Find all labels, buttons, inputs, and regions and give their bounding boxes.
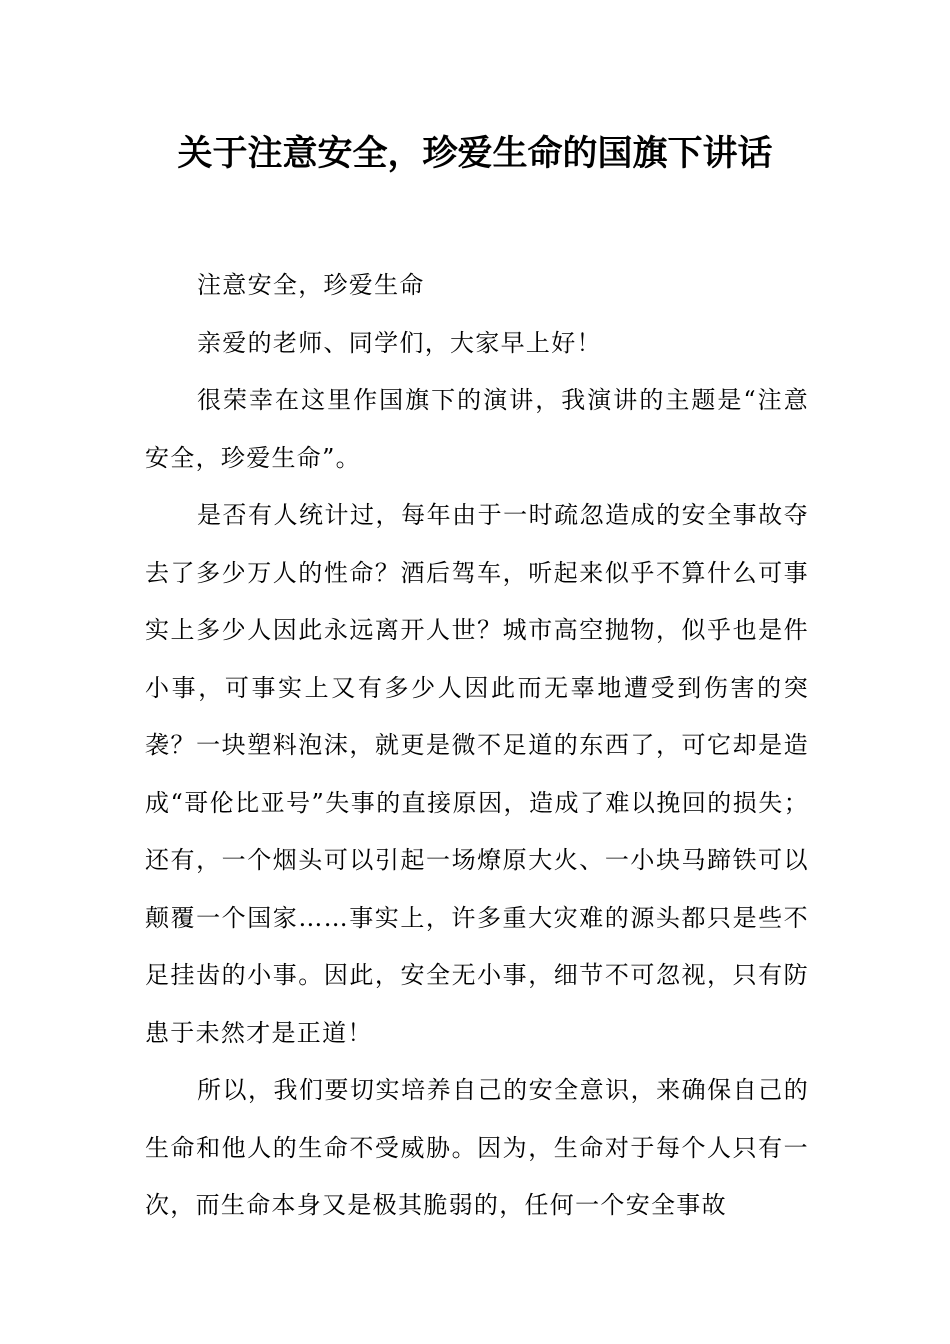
document-title: 关于注意安全，珍爱生命的国旗下讲话 [177, 134, 773, 174]
paragraph-intro: 很荣幸在这里作国旗下的演讲，我演讲的主题是“注意安全，珍爱生命”。 [145, 386, 809, 472]
paragraph-conclusion: 所以，我们要切实培养自己的安全意识，来确保自己的生命和他人的生命不受威胁。因为，生命对于每个人只有一次，而生命本身又是极其脆弱的，任何一个安全事故 [145, 1076, 809, 1219]
paragraph-examples: 是否有人统计过，每年由于一时疏忽造成的安全事故夺去了多少万人的性命？酒后驾车，听起来似乎不算什么可事实上多少人因此永远离开人世？城市高空抛物，似乎也是件小事，可事实上又有多少人因此而无辜地遭受到伤害的突袭？一块塑料泡沫，就更是微不足道的东西了，可它却是造成“哥伦比亚号”失事的直接原因，造成了难以挽回的损失；还有，一个烟头可以引起一场燎原大火、一小块马蹄铁可以颠覆一个国家……事实上，许多重大灾难的源头都只是些不足挂齿的小事。因此，安全无小事，细节不可忽视，只有防患于未然才是正道！ [145, 501, 809, 1047]
paragraph-greeting: 亲爱的老师、同学们，大家早上好！ [197, 328, 602, 357]
paragraph-subtitle: 注意安全，珍爱生命 [197, 271, 425, 299]
document-body [145, 257, 809, 1235]
